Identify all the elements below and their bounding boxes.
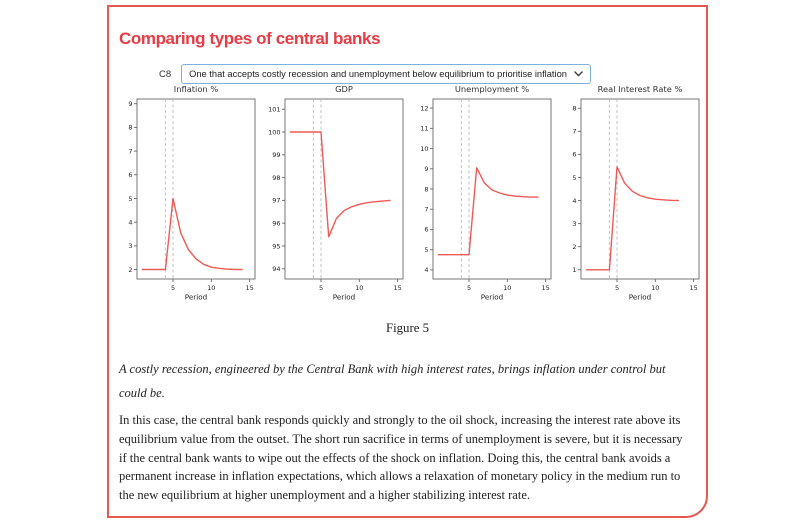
svg-text:GDP: GDP [335, 84, 353, 94]
svg-text:Period: Period [332, 292, 356, 302]
svg-text:8: 8 [424, 185, 429, 194]
chart-real-interest-rate [555, 83, 703, 303]
charts-row [111, 83, 703, 303]
svg-text:100: 100 [268, 128, 281, 137]
svg-text:96: 96 [272, 219, 281, 228]
svg-text:7: 7 [572, 127, 577, 136]
svg-text:1: 1 [572, 266, 577, 275]
svg-text:Period: Period [480, 292, 504, 302]
svg-text:5: 5 [128, 194, 133, 203]
chart-gdp [259, 83, 407, 303]
central-bank-type-select[interactable] [181, 64, 591, 84]
svg-text:15: 15 [689, 284, 698, 292]
select-value: One that accepts costly recession and unemployment below equilibrium to prioritise inflation [189, 69, 567, 79]
svg-text:10: 10 [503, 284, 512, 292]
svg-text:7: 7 [128, 147, 133, 156]
svg-text:15: 15 [541, 284, 550, 292]
svg-text:9: 9 [128, 100, 133, 109]
svg-text:Real Interest Rate %: Real Interest Rate % [597, 84, 683, 94]
svg-text:95: 95 [272, 242, 281, 251]
svg-text:5: 5 [318, 284, 324, 292]
svg-text:10: 10 [207, 284, 216, 292]
figure-caption: A costly recession, engineered by the Central Bank with high interest rates, brings inflation under control but could be. [119, 362, 666, 400]
svg-text:7: 7 [424, 205, 429, 214]
page-title: Comparing types of central banks [119, 29, 381, 48]
svg-text:5: 5 [466, 284, 472, 292]
svg-text:5: 5 [424, 245, 429, 254]
svg-text:10: 10 [651, 284, 660, 292]
svg-text:5: 5 [170, 284, 176, 292]
chart-inflation [111, 83, 259, 303]
svg-text:94: 94 [272, 265, 281, 274]
svg-text:8: 8 [128, 123, 133, 132]
svg-text:15: 15 [245, 284, 254, 292]
svg-text:11: 11 [420, 124, 429, 133]
svg-text:5: 5 [614, 284, 620, 292]
svg-text:9: 9 [424, 165, 429, 174]
svg-text:4: 4 [572, 196, 577, 205]
svg-text:6: 6 [572, 150, 577, 159]
svg-text:99: 99 [272, 151, 281, 160]
svg-text:98: 98 [272, 173, 281, 182]
svg-text:Period: Period [628, 292, 652, 302]
svg-text:4: 4 [128, 218, 133, 227]
svg-text:Inflation %: Inflation % [173, 84, 219, 94]
figure-panel [107, 5, 708, 518]
svg-text:3: 3 [128, 242, 133, 251]
svg-text:Unemployment %: Unemployment % [454, 84, 530, 94]
selector-label: C8 [159, 68, 172, 80]
chart-unemployment [407, 83, 555, 303]
svg-text:97: 97 [272, 196, 281, 205]
svg-text:15: 15 [393, 284, 402, 292]
svg-text:6: 6 [424, 225, 429, 234]
central-bank-selector-row [159, 64, 591, 84]
figure-label: Figure 5 [385, 321, 429, 335]
svg-text:6: 6 [128, 171, 133, 180]
svg-text:8: 8 [572, 104, 577, 113]
svg-text:101: 101 [268, 105, 281, 114]
svg-text:5: 5 [572, 173, 577, 182]
svg-text:3: 3 [572, 219, 577, 228]
chevron-down-icon [574, 71, 583, 77]
svg-text:Period: Period [184, 292, 208, 302]
svg-text:2: 2 [572, 242, 577, 251]
body-paragraph: In this case, the central bank responds quickly and strongly to the oil shock, increasing the interest rate above its equilibrium value from the outset. The short run sacrifice in terms of unemployment is severe, but it is necessary if the central bank wants to wipe out the effects of the shock on inflation. Doing this, the central bank avoids a permanent increase in inflation expectations, which allows a relaxation of monetary policy in the medium run to the new equilibrium at higher unemployment and a higher stabilizing interest rate. [119, 413, 683, 503]
svg-text:12: 12 [420, 104, 429, 113]
svg-text:4: 4 [424, 266, 429, 275]
svg-text:2: 2 [128, 265, 133, 274]
svg-text:10: 10 [420, 144, 429, 153]
svg-text:10: 10 [355, 284, 364, 292]
